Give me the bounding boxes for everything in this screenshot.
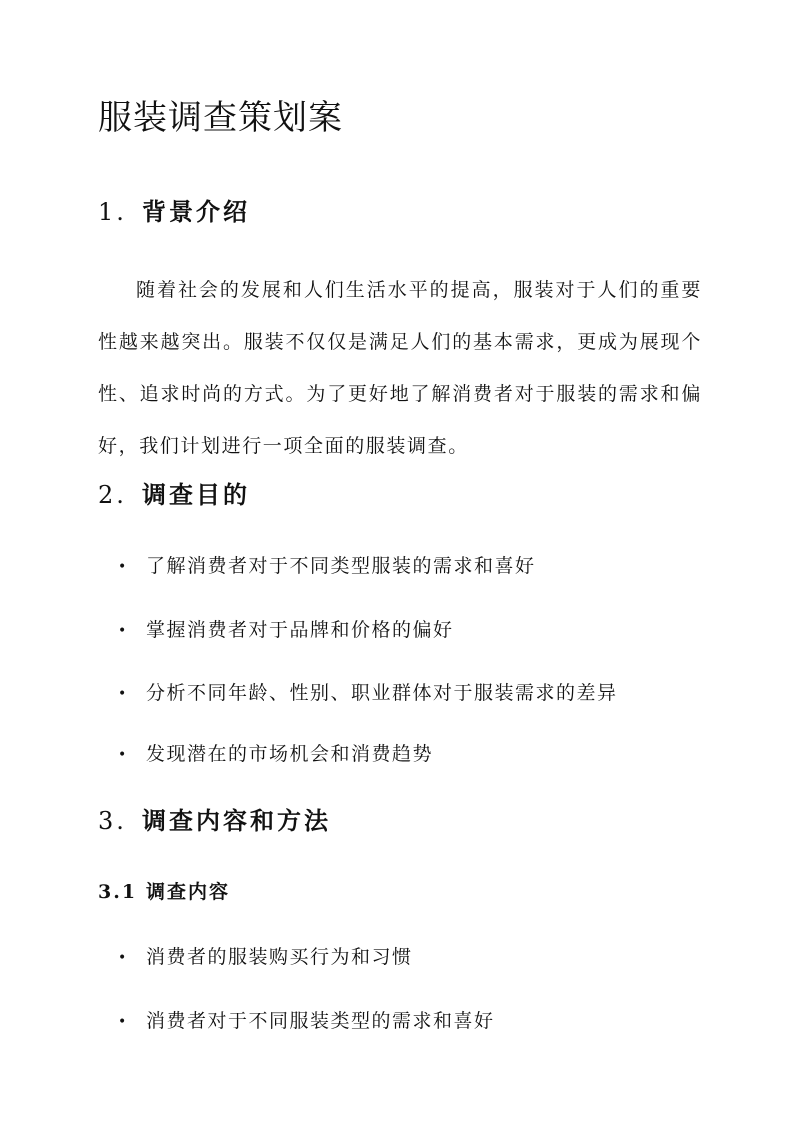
section-heading-purpose <box>98 479 250 511</box>
bullet-icon: • <box>118 686 128 702</box>
list-item <box>118 552 536 581</box>
list-item <box>118 943 413 972</box>
list-item-text: 分析不同年龄、性别、职业群体对于服装需求的差异 <box>146 682 618 704</box>
document-title: 服装调查策划案 <box>98 98 343 138</box>
background-paragraph: 随着社会的发展和人们生活水平的提高，服装对于人们的重要性越来越突出。服装不仅仅是满足人们的基本需求，更成为展现个性、追求时尚的方式。为了更好地了解消费者对于服装的需求和偏好，我们计划进行一项全面的服装调查。 <box>98 279 702 457</box>
list-item-text: 掌握消费者对于品牌和价格的偏好 <box>146 619 454 641</box>
section-title: 调查内容和方法 <box>142 806 331 835</box>
list-item <box>118 740 433 769</box>
bullet-icon: • <box>118 950 128 966</box>
list-item <box>118 679 618 708</box>
bullet-icon: • <box>118 747 128 763</box>
bullet-icon: • <box>118 1014 128 1030</box>
bullet-icon: • <box>118 623 128 639</box>
section-heading-background <box>98 196 250 228</box>
list-item-text: 消费者对于不同服装类型的需求和喜好 <box>146 1010 495 1032</box>
section-title: 背景介绍 <box>142 197 250 226</box>
list-item <box>118 1007 495 1036</box>
bullet-icon: • <box>118 559 128 575</box>
section-number: 1. <box>98 198 127 226</box>
list-item-text: 了解消费者对于不同类型服装的需求和喜好 <box>146 555 536 577</box>
section-number: 2. <box>98 481 127 509</box>
list-item-text: 消费者的服装购买行为和习惯 <box>146 946 413 968</box>
section-title: 调查目的 <box>142 480 250 509</box>
section-number: 3. <box>98 807 127 835</box>
subsection-heading-content <box>98 879 230 905</box>
list-item-text: 发现潜在的市场机会和消费趋势 <box>146 743 434 765</box>
list-item <box>118 616 454 645</box>
subsection-title: 调查内容 <box>146 881 231 903</box>
subsection-number: 3.1 <box>98 881 138 903</box>
section-heading-content-methods <box>98 805 331 837</box>
